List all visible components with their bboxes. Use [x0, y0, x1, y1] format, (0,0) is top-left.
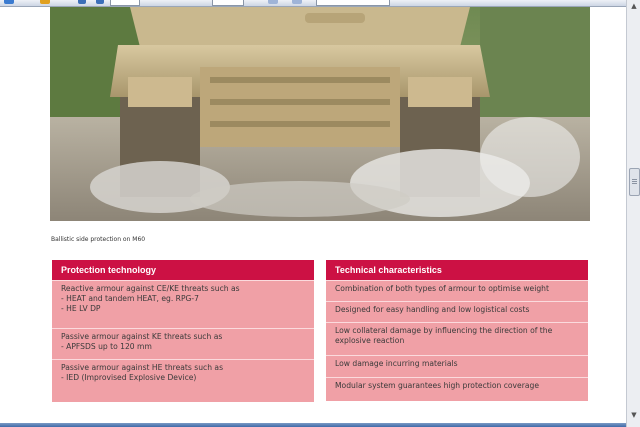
- table-row: Low damage incurring materials: [326, 355, 588, 377]
- photo-caption: Ballistic side protection on M60: [51, 236, 146, 243]
- scroll-down-icon[interactable]: ▼: [631, 411, 637, 419]
- status-bar: [0, 423, 626, 427]
- technical-characteristics-header: Technical characteristics: [326, 260, 588, 280]
- table-row: Modular system guarantees high protection coverage: [326, 377, 588, 401]
- print-icon[interactable]: [78, 0, 86, 4]
- fit-width-icon[interactable]: [292, 0, 302, 4]
- scroll-thumb[interactable]: [629, 168, 640, 196]
- fit-page-icon[interactable]: [268, 0, 278, 4]
- document-page: [0, 7, 626, 423]
- grip-line: [632, 181, 637, 182]
- page-number-field[interactable]: [110, 0, 140, 6]
- scroll-up-icon[interactable]: ▲: [631, 2, 637, 10]
- table-row: Designed for easy handling and low logistical costs: [326, 301, 588, 322]
- table-row: Passive armour against HE threats such as - IED (Improvised Explosive Device): [52, 359, 314, 402]
- tank-photo: [50, 7, 590, 221]
- table-row: Passive armour against KE threats such as - APFSDS up to 120 mm: [52, 328, 314, 359]
- protection-technology-table: [52, 260, 314, 402]
- save-icon[interactable]: [96, 0, 104, 4]
- search-input[interactable]: [316, 0, 390, 6]
- vertical-scrollbar[interactable]: [626, 0, 640, 427]
- toolbar: [0, 0, 640, 7]
- back-icon[interactable]: [4, 0, 14, 4]
- technical-characteristics-table: [326, 260, 588, 401]
- zoom-field[interactable]: [212, 0, 244, 6]
- protection-technology-header: Protection technology: [52, 260, 314, 280]
- table-row: Low collateral damage by influencing the direction of the explosive reaction: [326, 322, 588, 355]
- table-row: Combination of both types of armour to optimise weight: [326, 280, 588, 301]
- forward-icon[interactable]: [40, 0, 50, 4]
- table-row: Reactive armour against CE/KE threats such as - HEAT and tandem HEAT, eg. RPG-7 - HE LV DP: [52, 280, 314, 328]
- grip-line: [632, 179, 637, 180]
- grip-line: [632, 183, 637, 184]
